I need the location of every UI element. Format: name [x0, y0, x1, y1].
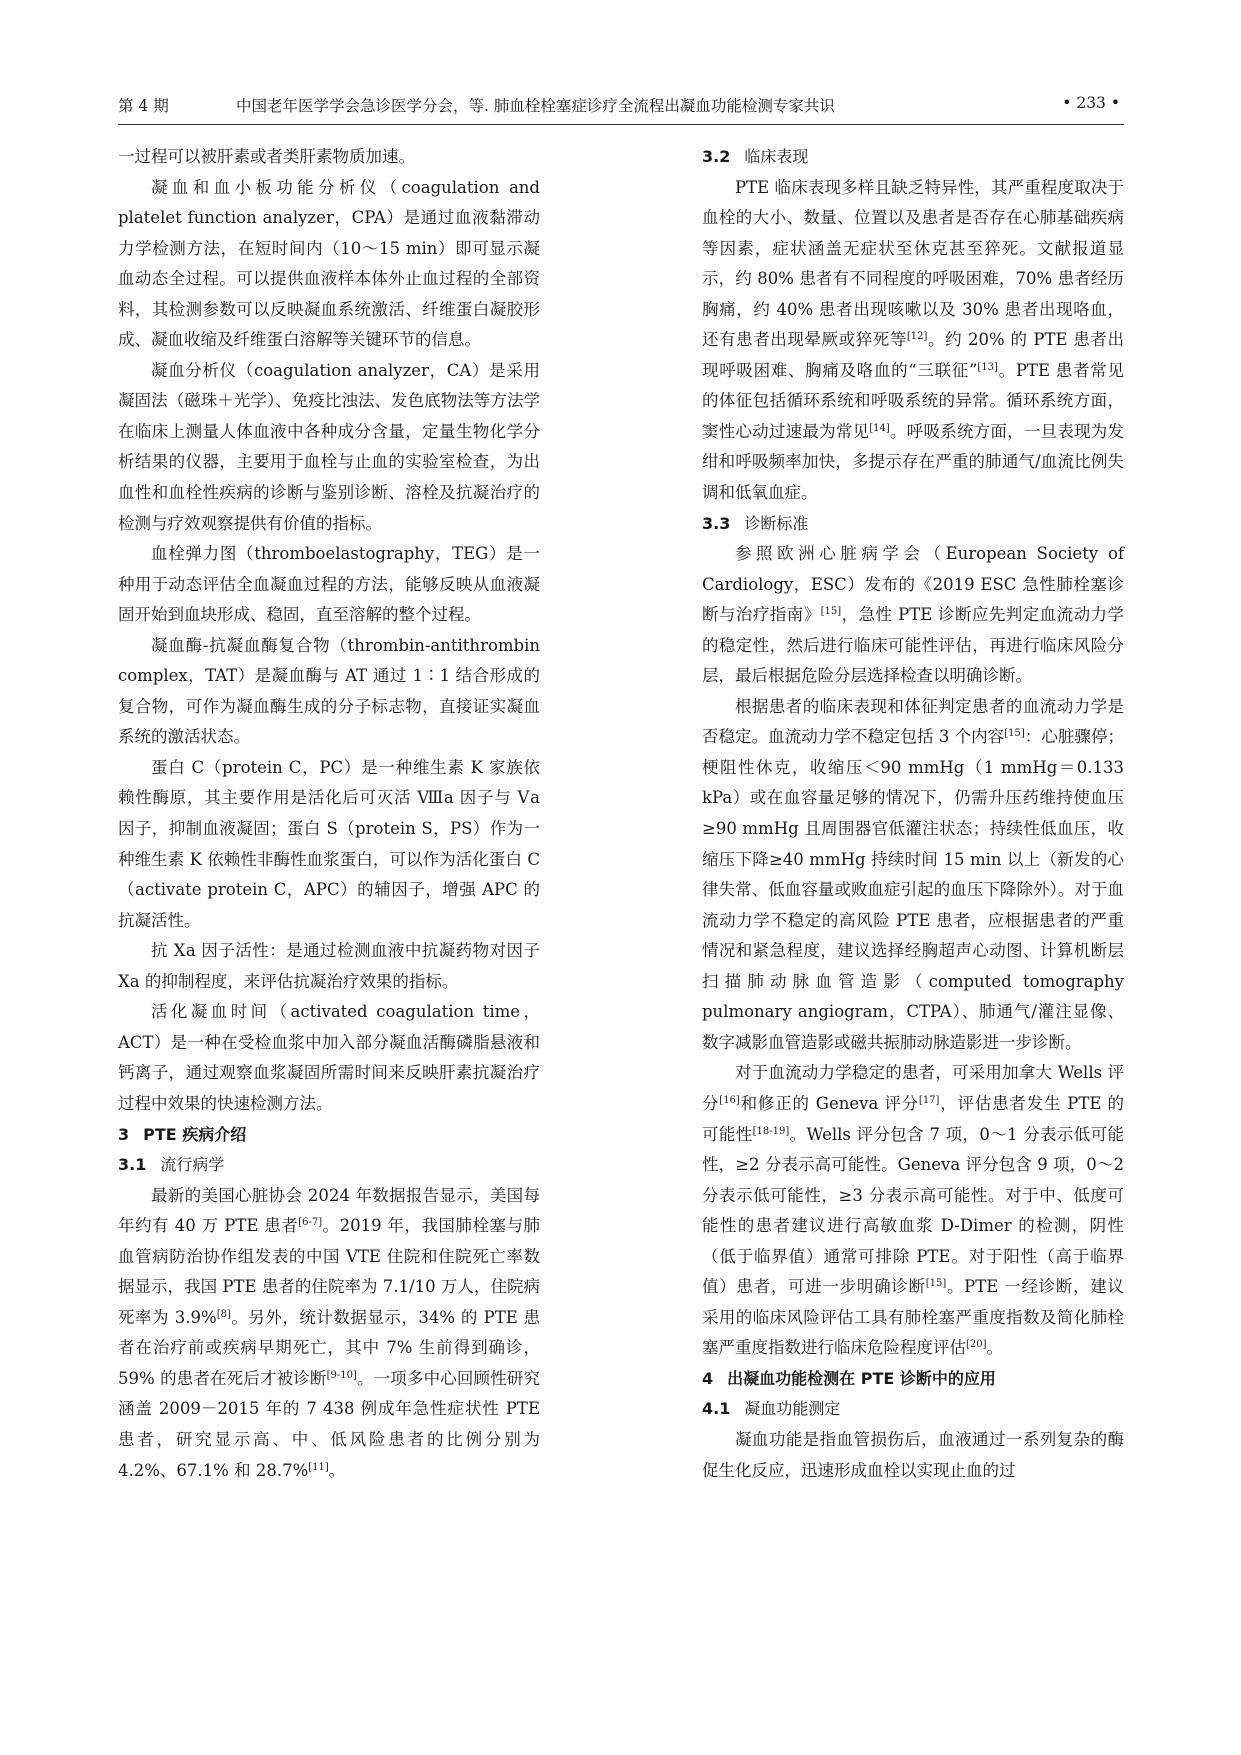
- paragraph-clinical: [702, 173, 1124, 509]
- text-run: 最新的美国心脏协会 2024 年数据报告显示，美国每年约有 40 万 PTE 患者: [118, 1185, 540, 1236]
- section-heading-3-1: [118, 1150, 540, 1181]
- citation: [18-19]: [752, 1125, 790, 1137]
- paragraph-act: 活化凝血时间（activated coagulation time，ACT）是一种在受检血浆中加入部分凝血活酶磷脂悬液和钙离子，通过观察血浆凝固所需时间来反映肝素抗凝治疗过程中效果的快速检测方法。: [118, 1002, 540, 1113]
- text-run: 。约 20% 的 PTE 患者出现呼吸困难、胸痛及咯血的“三联征”: [702, 330, 1124, 380]
- section-title: 诊断标准: [744, 513, 809, 533]
- text-run: 对于血流动力学稳定的患者，可采用加拿大 Wells 评分: [702, 1063, 1124, 1113]
- paragraph-epidemiology: [118, 1181, 540, 1486]
- text-run: 。呼吸系统方面，一旦表现为发绀和呼吸频率加快，多提示存在严重的肺通气/血流比例失调和低氧血症。: [702, 421, 1125, 503]
- citation: [6-7]: [298, 1217, 323, 1229]
- citation: [14]: [869, 422, 890, 434]
- text-run: 。另外，统计数据显示，34% 的 PTE 患者在治疗前或疾病早期死亡，其中 7% 生前得到确诊，59% 的患者在死后才被诊断: [118, 1307, 540, 1388]
- page-number: • 233 •: [1062, 94, 1120, 112]
- text-run: PTE 临床表现多样且缺乏特异性，其严重程度取决于血栓的大小、数量、位置以及患者是否存在心肺基础疾病等因素，症状涵盖无症状至休克甚至猝死。文献报道显示，约 80% 患者有不同程度的呼吸困难，70% 患者经历胸痛，约 40% 患者出现咳嗽以及 30% 患者出现咯血，还有患者出现晕厥或猝死等: [702, 177, 1124, 350]
- running-header: [118, 92, 1124, 125]
- text-run: 。2019 年，我国肺栓塞与肺血管病防治协作组发表的中国 VTE 住院和住院死亡率数据显示，我国 PTE 患者的住院率为 7.1/10 万人，住院病死率为 3.9%: [118, 1216, 540, 1327]
- section-number: 3: [118, 1124, 130, 1144]
- text-run: ，急性 PTE 诊断应先判定血流动力学的稳定性，然后进行临床可能性评估，再进行临床风险分层，最后根据危险分层选择检查以明确诊断。: [702, 605, 1124, 686]
- section-number: 3.3: [702, 513, 731, 533]
- citation: [9-10]: [326, 1369, 357, 1381]
- section-title: 临床表现: [744, 147, 809, 166]
- paragraph-guideline: [702, 539, 1124, 692]
- section-heading-3: [118, 1120, 540, 1151]
- paragraph-tat: 凝血酶-抗凝血酶复合物（thrombin-antithrombin complex，TAT）是凝血酶与 AT 通过 1∶1 结合形成的复合物，可作为凝血酶生成的分子标志物，直接证实凝血系统的激活状态。: [118, 635, 540, 747]
- paragraph-teg: 血栓弹力图（thromboelastography，TEG）是一种用于动态评估全血凝血过程的方法，能够反映从血液凝固开始到血块形成、稳固，直至溶解的整个过程。: [118, 544, 540, 625]
- issue-number: 第 4 期: [118, 97, 169, 115]
- right-column: [702, 142, 1124, 1486]
- left-column: [118, 142, 540, 1486]
- paragraph-protein-c: 蛋白 C（protein C，PC）是一种维生素 K 家族依赖性酶原，其主要作用是活化后可灭活 Ⅷa 因子与 Ⅴa 因子，抑制血液凝固；蛋白 S（protein S，PS）作为一种维生素 K 依赖性非酶性血浆蛋白，可以作为活化蛋白 C（activate protein C，APC）的辅因子，增强 APC 的抗凝活性。: [118, 757, 540, 930]
- text-run: 。PTE 患者常见的体征包括循环系统和呼吸系统的异常。循环系统方面，窦性心动过速最为常见: [702, 360, 1124, 441]
- citation: [16]: [719, 1094, 740, 1106]
- text-run: 和修正的 Geneva 评分: [739, 1093, 919, 1113]
- paragraph: 一过程可以被肝素或者类肝素物质加速。: [118, 147, 415, 166]
- section-number: 4: [702, 1368, 714, 1388]
- citation: [12]: [906, 331, 928, 343]
- text-run: ，评估患者发生 PTE 的可能性: [702, 1093, 1124, 1144]
- section-title: 出凝血功能检测在 PTE 诊断中的应用: [727, 1368, 996, 1388]
- section-heading-3-3: [702, 509, 1124, 540]
- section-number: 4.1: [702, 1399, 731, 1419]
- citation: [15]: [1004, 728, 1025, 740]
- paragraph-coagulation: 凝血功能是指血管损伤后，血液通过一系列复杂的酶促生化反应，迅速形成血栓以实现止血的过: [702, 1429, 1124, 1480]
- citation: [8]: [216, 1308, 231, 1320]
- section-number: 3.2: [702, 147, 731, 166]
- section-title: 凝血功能测定: [744, 1399, 841, 1419]
- section-heading-3-2: [702, 142, 1124, 173]
- paragraph-ca: 凝血分析仪（coagulation analyzer，CA）是采用凝固法（磁珠＋光学）、免疫比浊法、发色底物法等方法学在临床上测量人体血液中各种成分含量，定量生物化学分析结果的仪器，主要用于血栓与止血的实验室检查，为出血性和血栓性疾病的诊断与鉴别诊断、溶栓及抗凝治疗的检测与疗效观察提供有价值的指标。: [118, 360, 540, 533]
- section-title: PTE 疾病介绍: [143, 1124, 247, 1144]
- text-run: 。PTE 一经诊断，建议采用的临床风险评估工具有肺栓塞严重度指数及简化肺栓塞严重度指数进行临床危险程度评估: [702, 1277, 1124, 1358]
- running-title: 中国老年医学学会急诊医学分会，等. 肺血栓栓塞症诊疗全流程出凝血功能检测专家共识: [236, 97, 835, 115]
- section-heading-4-1: [702, 1394, 1124, 1425]
- text-run: 。一项多中心回顾性研究涵盖 2009－2015 年的 7 438 例成年急性症状性 PTE 患者，研究显示高、中、低风险患者的比例分别为 4.2%、67.1% 和 28.7%: [118, 1368, 541, 1480]
- citation: [17]: [918, 1094, 940, 1106]
- paragraph-anti-xa: 抗 Ⅹa 因子活性：是通过检测血液中抗凝药物对因子 Ⅹa 的抑制程度，来评估抗凝治疗效果的指标。: [118, 941, 540, 991]
- text-run: 根据患者的临床表现和体征判定患者的血流动力学是否稳定。血流动力学不稳定包括 3 个内容: [702, 696, 1124, 747]
- paragraph-scores: [702, 1058, 1124, 1363]
- section-heading-4: [702, 1364, 1124, 1395]
- citation: [13]: [977, 361, 998, 373]
- paragraph-hemodynamics: [702, 692, 1124, 1059]
- text-run: ：心脏骤停；梗阻性休克，收缩压＜90 mmHg（1 mmHg＝0.133 kPa）或在血容量足够的情况下，仍需升压药维持使血压≥90 mmHg 且周围器官低灌注状态；持续性低血压，收缩压下降≥40 mmHg 持续时间 15 min 以上（新发的心律失常、低血容量或败血症引起的血压下降除外）。对于血流动力学不稳定的高风险 PTE 患者，应根据患者的严重情况和紧急程度，建议选择经胸超声心动图、计算机断层扫描肺动脉血管造影（computed tomography pulmonary angiogram，CTPA）、肺通气/灌注显像、数字减影血管造影或磁共振肺动脉造影进一步诊断。: [702, 727, 1124, 1052]
- text-run: 。: [328, 1460, 346, 1480]
- citation: [20]: [966, 1339, 987, 1351]
- text-run: 参照欧洲心脏病学会（European Society of Cardiology，ESC）发布的《2019 ESC 急性肺栓塞诊断与治疗指南》: [702, 544, 1124, 625]
- citation: [15]: [925, 1278, 947, 1290]
- section-title: 流行病学: [160, 1155, 225, 1175]
- paragraph-cpa: 凝血和血小板功能分析仪（coagulation and platelet function analyzer，CPA）是通过血液黏滞动力学检测方法，在短时间内（10～15 min）即可显示凝血动态全过程。可以提供血液样本体外止血过程的全部资料，其检测参数可以反映凝血系统激活、纤维蛋白凝胶形成、凝血收缩及纤维蛋白溶解等关键环节的信息。: [118, 177, 540, 350]
- text-run: 。Wells 评分包含 7 项，0～1 分表示低可能性，≥2 分表示高可能性。Geneva 评分包含 9 项，0～2 分表示低可能性，≥3 分表示高可能性。对于中、低度可能性的患者建议进行高敏血浆 D-Dimer 的检测，阴性（低于临界值）通常可排除 PTE。对于阳性（高于临界值）患者，可进一步明确诊断: [702, 1124, 1125, 1297]
- citation: [15]: [820, 606, 842, 618]
- citation: [11]: [308, 1461, 329, 1473]
- text-run: 。: [986, 1338, 1004, 1358]
- section-number: 3.1: [118, 1155, 147, 1175]
